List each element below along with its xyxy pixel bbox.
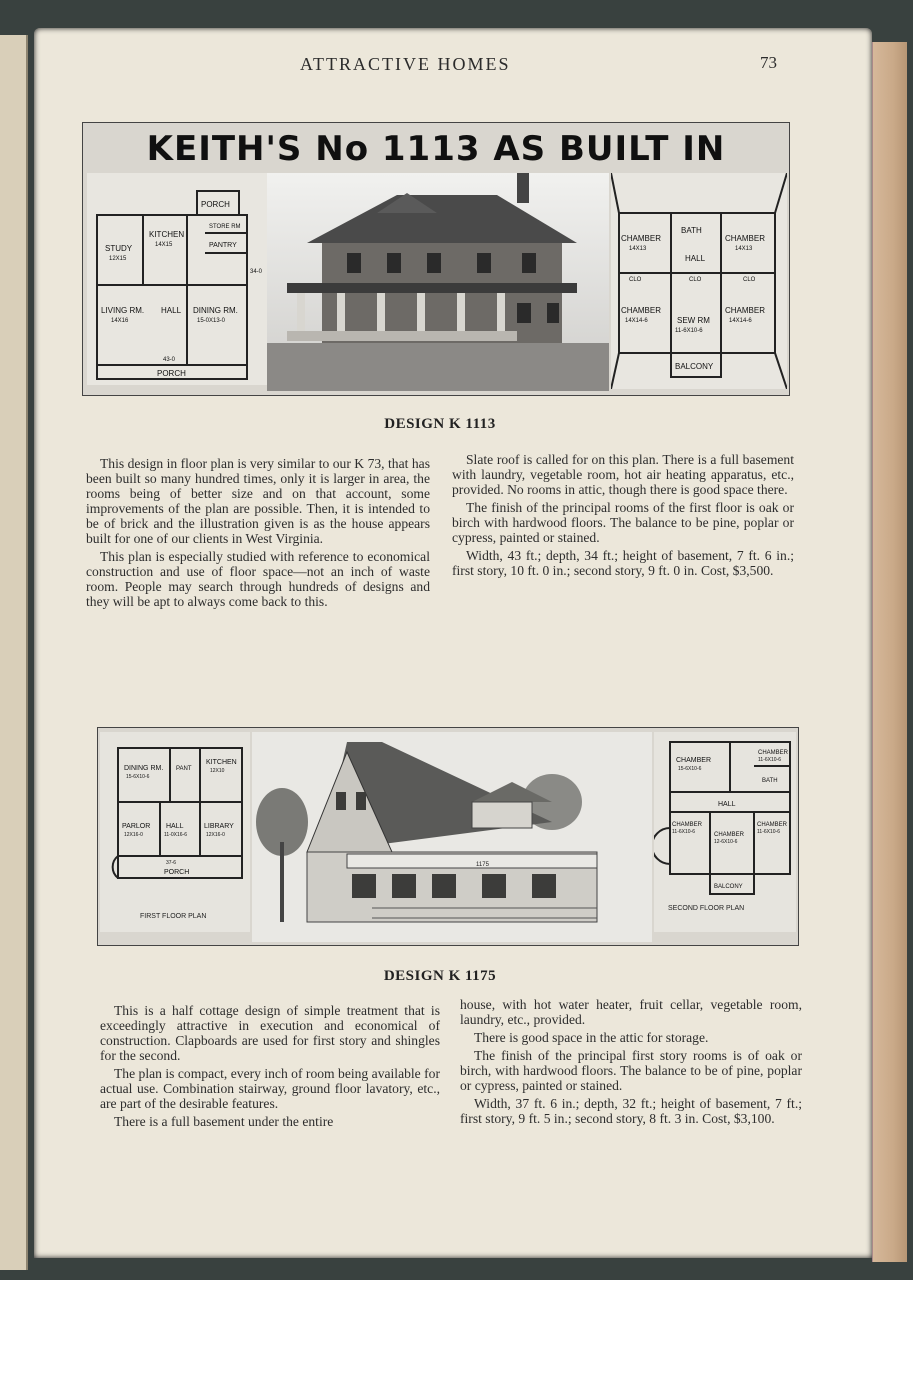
plan-label: CLO	[689, 277, 702, 283]
design-1113-text-left	[86, 456, 430, 612]
paragraph: This is a half cottage design of simple treatment that is exceedingly attractive in execution and economical of construction. Clapboards are used for first story and shingles for the second.	[100, 1003, 440, 1063]
plate-keiths-1113	[82, 122, 790, 396]
plan-label: 43-0	[163, 357, 176, 363]
plan-label: LIVING RM.	[101, 306, 145, 315]
plate-design-1175	[97, 727, 799, 946]
design-heading-1175: DESIGN K 1175	[383, 968, 497, 984]
plan-label: 14X16	[111, 318, 129, 324]
plan-label: 11-6X10-6	[757, 829, 780, 835]
plan-label: HALL	[685, 254, 706, 263]
paragraph: Width, 37 ft. 6 in.; depth, 32 ft.; height of basement, 7 ft.; first story, 9 ft. 5 in.; second story, 8 ft. 3 in. Cost, $3,100.	[460, 1096, 802, 1126]
plan-label: 12X15	[109, 256, 127, 262]
plan-label: LIBRARY	[204, 823, 234, 830]
plan-label: 14X13	[735, 246, 753, 252]
paragraph: The plan is compact, every inch of room being available for actual use. Combination stairway, ground floor lavatory, etc., are part of the desirable features.	[100, 1066, 440, 1111]
plan-label: 11-6X10-6	[758, 757, 781, 763]
plate-title: KEITH'S No 1113 AS BUILT IN	[146, 129, 726, 169]
plan-label: KITCHEN	[206, 759, 237, 766]
plan-label: 14X13	[629, 246, 647, 252]
plan-label: 14X15	[155, 242, 173, 248]
plan-label: 12-6X10-6	[714, 839, 738, 845]
plan-label: KITCHEN	[149, 230, 185, 239]
plan-label: PORCH	[201, 200, 230, 209]
plan-label: PANTRY	[209, 242, 237, 249]
house-number: 1175	[476, 862, 489, 868]
plan-label: BALCONY	[675, 362, 714, 371]
first-floor-caption: FIRST FLOOR PLAN	[140, 913, 207, 920]
plan-label: BATH	[762, 778, 778, 784]
plan-label: 15-6X10-6	[126, 774, 150, 780]
plan-label: 15-0X13-0	[197, 318, 226, 324]
house-illustration-1175	[252, 732, 652, 942]
second-floor-plan-1113	[611, 173, 787, 389]
plan-label: 12X16-0	[206, 832, 225, 838]
plan-label: BALCONY	[714, 884, 743, 890]
plan-label: HALL	[166, 823, 184, 830]
plan-label: 11-6X10-6	[675, 328, 703, 334]
plan-label: HALL	[718, 801, 736, 808]
plan-label: DINING RM.	[124, 765, 164, 772]
plan-label: CLO	[629, 277, 642, 283]
plan-label: 34-0	[250, 269, 263, 275]
paragraph: This plan is especially studied with reference to economical construction and use of floor space—not an inch of waste room. People may search through hundreds of designs and they will be apt to always come back to this.	[86, 549, 430, 609]
design-1175-text-right	[460, 997, 802, 1129]
plan-label: PANT	[176, 766, 192, 772]
plan-label: CHAMBER	[621, 306, 662, 315]
design-heading-1113: DESIGN K 1113	[384, 416, 496, 432]
plan-label: 11-6X10-6	[672, 829, 695, 835]
plan-label: PORCH	[157, 369, 186, 378]
design-1113-text-right	[452, 452, 794, 581]
paragraph: The finish of the principal first story rooms is of oak or birch, with hardwood floors. The balance to be of pine, poplar or cypress, painted or stained.	[460, 1048, 802, 1093]
plan-label: 11-0X16-6	[164, 832, 187, 838]
plan-label: PARLOR	[122, 823, 151, 830]
plan-label: 15-6X10-6	[678, 766, 702, 772]
plan-label: DINING RM.	[193, 306, 238, 315]
paragraph: house, with hot water heater, fruit cellar, vegetable room, laundry, etc., provided.	[460, 997, 802, 1027]
running-title: ATTRACTIVE HOMES	[300, 54, 511, 74]
paragraph: There is good space in the attic for storage.	[474, 1030, 709, 1045]
left-page-edge	[0, 35, 28, 1270]
plan-label: CHAMBER	[672, 822, 703, 828]
plan-label: CHAMBER	[714, 832, 745, 838]
first-floor-plan-1113	[87, 173, 267, 385]
page-stack-edge	[872, 42, 907, 1262]
second-floor-plan-1175	[654, 732, 796, 932]
plan-label: CHAMBER	[725, 234, 766, 243]
paragraph: Width, 43 ft.; depth, 34 ft.; height of basement, 7 ft. 6 in.; first story, 10 ft. 0 in.; second story, 9 ft. 0 in. Cost, $3,500.	[452, 548, 794, 578]
paragraph: This design in floor plan is very similar to our K 73, that has been built so many hundred times, only it is larger in area, the rooms being of better size and on that account, some improvements of the plan are possible. Then, it is intended to be of brick and the illustration given is as the house appears built for one of our clients in West Virginia.	[86, 456, 430, 546]
plan-label: CHAMBER	[757, 822, 788, 828]
plan-label: CLO	[743, 277, 756, 283]
paragraph: Slate roof is called for on this plan. There is a full basement with laundry, vegetable room, hot air heating apparatus, etc., provided. No rooms in attic, though there is good space there.	[452, 452, 794, 497]
plan-label: PORCH	[164, 869, 190, 876]
plan-label: CHAMBER	[676, 757, 712, 764]
second-floor-caption: SECOND FLOOR PLAN	[668, 905, 745, 912]
paragraph: The finish of the principal rooms of the first floor is oak or birch with hardwood floors. The balance to be pine, poplar or cypress, painted or stained.	[452, 500, 794, 545]
plan-label: HALL	[161, 306, 182, 315]
plan-label: BATH	[681, 226, 702, 235]
plan-label: CHAMBER	[758, 750, 789, 756]
plan-label: 14X14-6	[625, 318, 648, 324]
plan-label: CHAMBER	[725, 306, 766, 315]
plan-label: STUDY	[105, 244, 133, 253]
first-floor-plan-1175	[100, 732, 250, 932]
plan-label: 12X16-0	[124, 832, 143, 838]
house-photo-1113	[267, 173, 609, 391]
plan-label: SEW RM	[677, 316, 710, 325]
plan-label: 37-6	[166, 860, 177, 866]
plan-label: STORE RM	[209, 224, 241, 230]
design-1175-text-left	[100, 1003, 440, 1132]
plan-label: 14X14-6	[729, 318, 752, 324]
page-number: 73	[760, 53, 777, 72]
paragraph: There is a full basement under the entire	[114, 1114, 334, 1129]
plan-label: 12X10	[210, 768, 225, 774]
plan-label: CHAMBER	[621, 234, 662, 243]
